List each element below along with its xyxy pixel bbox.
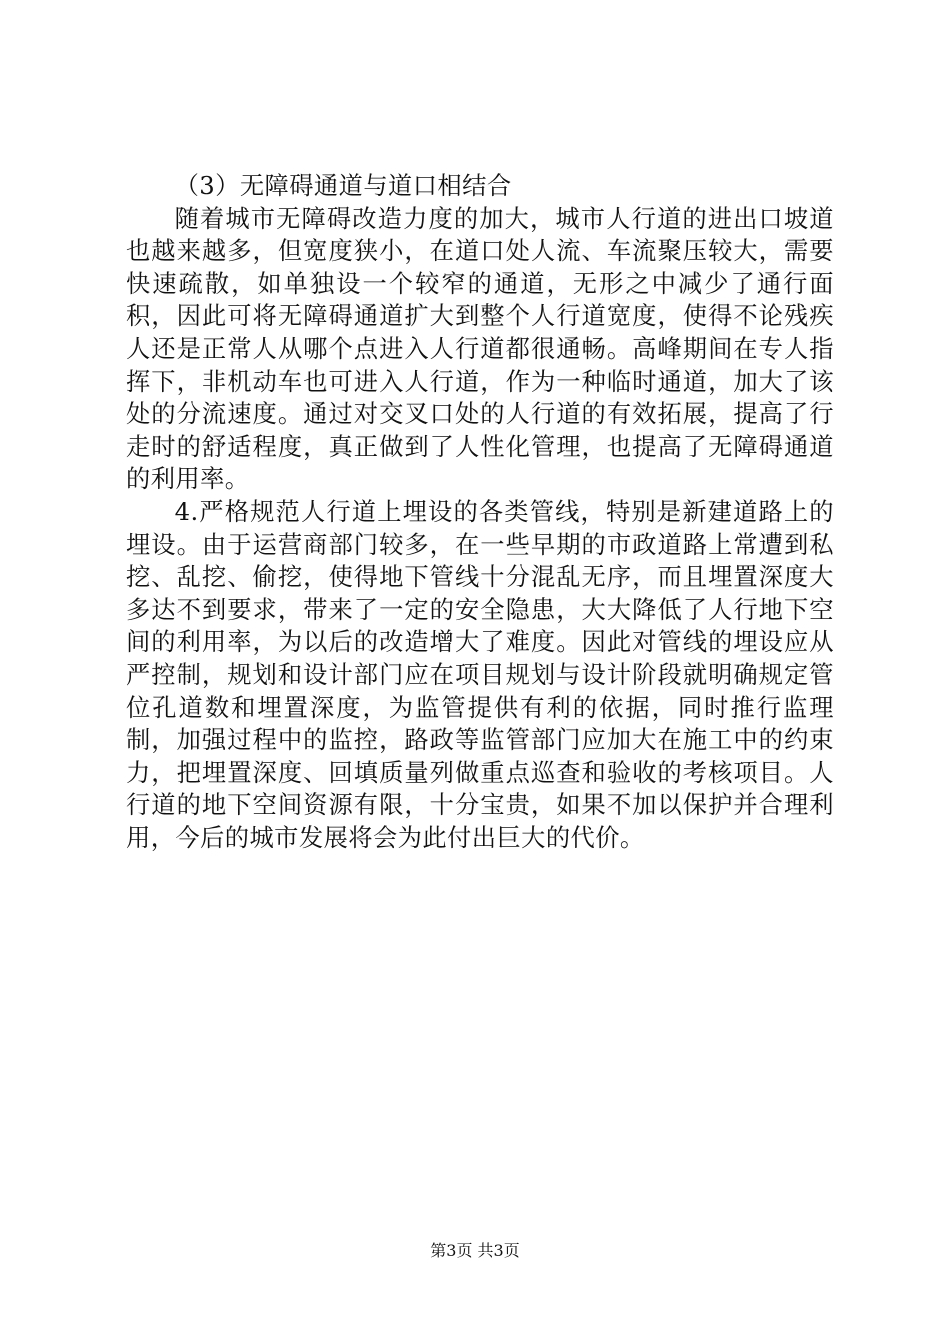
document-body: [126, 170, 834, 854]
paragraph-accessible-passage: 随着城市无障碍改造力度的加大，城市人行道的进出口坡道也越来越多，但宽度狭小，在道口处人流、车流聚压较大，需要快速疏散，如单独设一个较窄的通道，无形之中减少了通行面积，因此可将无障碍通道扩大到整个人行道宽度，使得不论残疾人还是正常人从哪个点进入人行道都很通畅。高峰期间在专人指挥下，非机动车也可进入人行道，作为一种临时通道，加大了该处的分流速度。通过对交叉口处的人行道的有效拓展，提高了行走时的舒适程度，真正做到了人性化管理，也提高了无障碍通道的利用率。: [126, 203, 834, 494]
page-number-footer: 第3页 共3页: [430, 1241, 520, 1260]
section-heading: （3）无障碍通道与道口相结合: [174, 171, 512, 200]
paragraph-pipeline-regulation: 4.严格规范人行道上埋设的各类管线，特别是新建道路上的埋设。由于运营商部门较多，在一些早期的市政道路上常遭到私挖、乱挖、偷挖，使得地下管线十分混乱无序，而且埋置深度大多达不到要求，带来了一定的安全隐患，大大降低了人行地下空间的利用率，为以后的改造增大了难度。因此对管线的埋设应从严控制，规划和设计部门应在项目规划与设计阶段就明确规定管位孔道数和埋置深度，为监管提供有利的依据，同时推行监理制，加强过程中的监控，路政等监管部门应加大在施工中的约束力，把埋置深度、回填质量列做重点巡查和验收的考核项目。人行道的地下空间资源有限，十分宝贵，如果不加以保护并合理利用，今后的城市发展将会为此付出巨大的代价。: [126, 496, 834, 852]
